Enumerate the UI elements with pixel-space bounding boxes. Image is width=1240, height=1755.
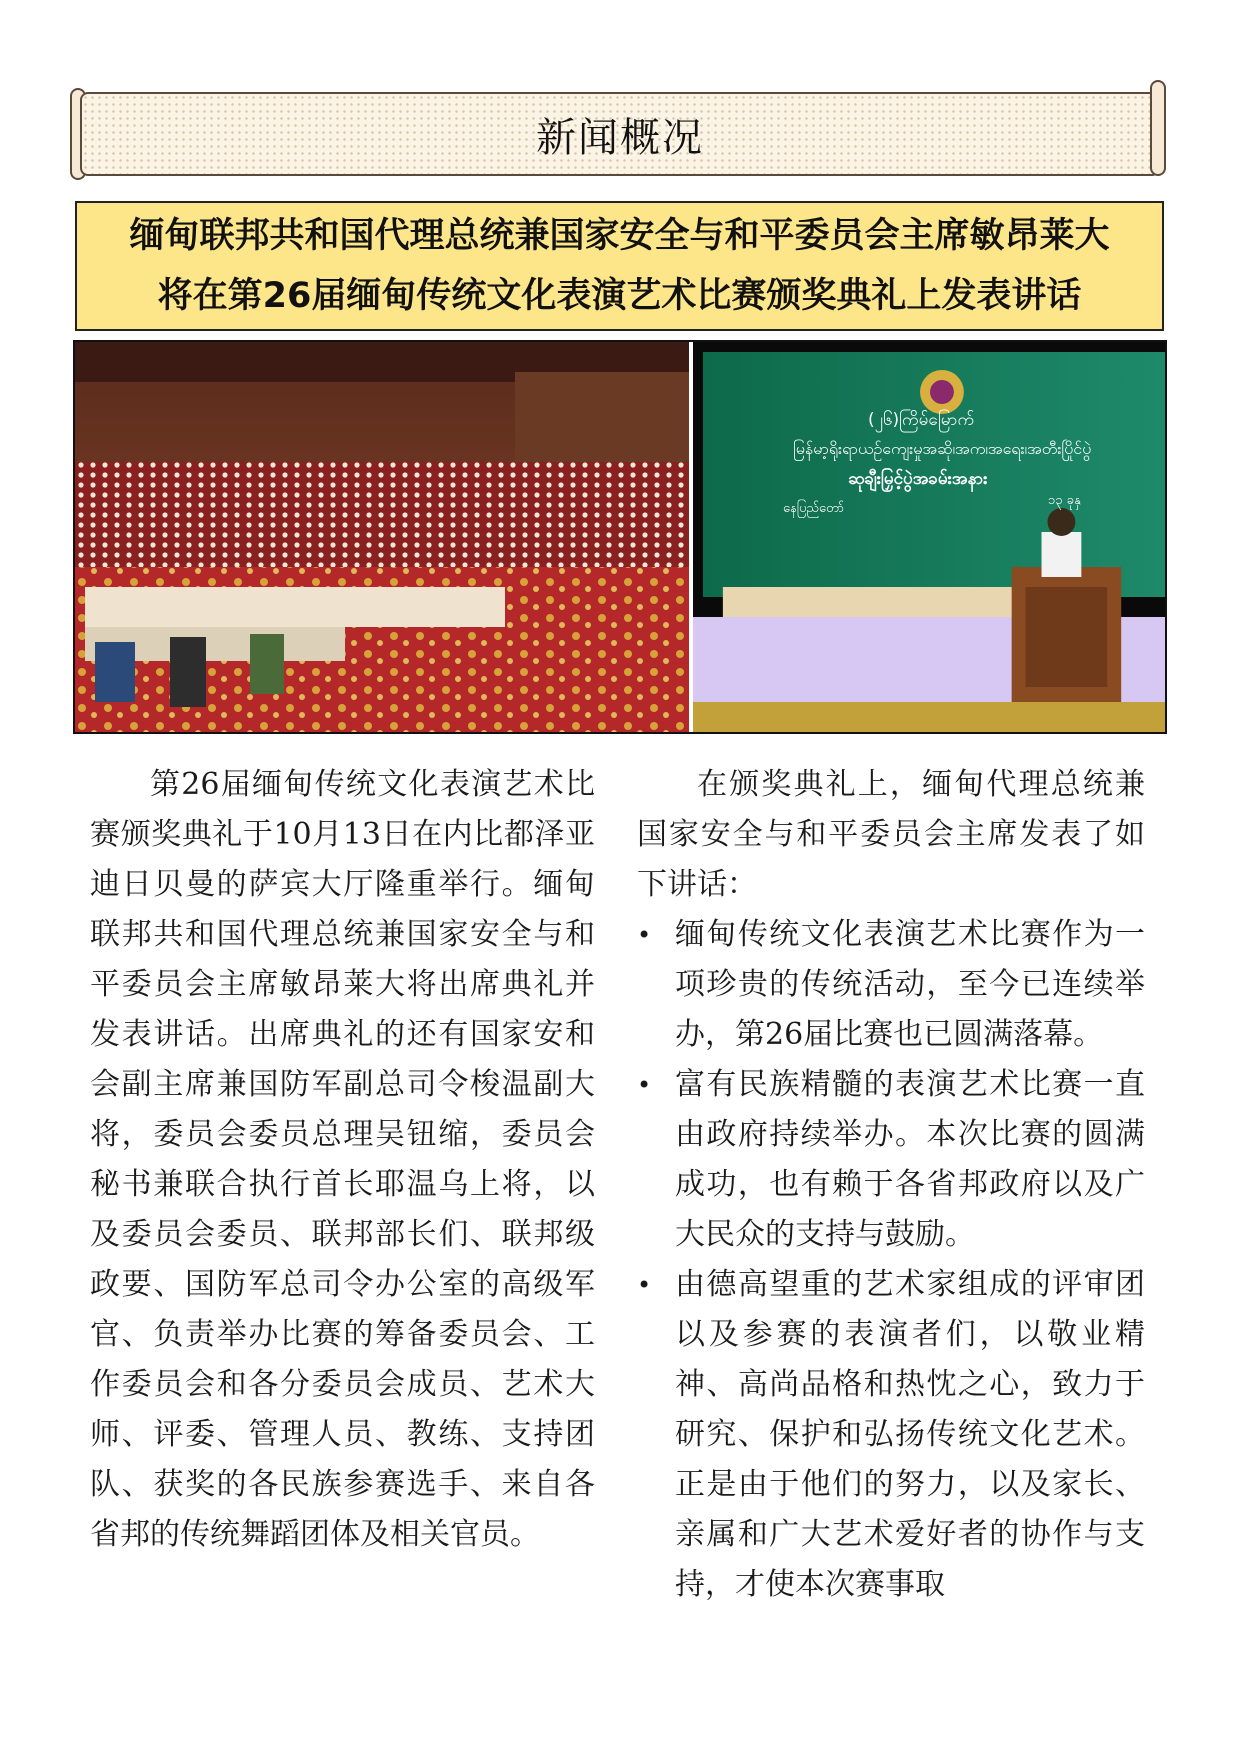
stage-caption-sub: ဆုချီးမြှင့်ပွဲအခမ်းအနား	[848, 469, 988, 489]
scroll-curl-right	[1150, 80, 1166, 176]
photo-audience-hall	[75, 342, 693, 732]
speech-point: • 缅甸传统文化表演艺术比赛作为一项珍贵的传统活动，至今已连续举办，第26届比赛也已圆满落幕。	[637, 910, 1145, 1060]
banner-title: 新闻概况	[536, 114, 704, 161]
left-column	[90, 760, 595, 1560]
news-banner	[80, 92, 1160, 176]
speech-point: • 由德高望重的艺术家组成的评审团以及参赛的表演者们，以敬业精神、高尚品格和热忱之心，致力于研究、保护和弘扬传统文化艺术。正是由于他们的努力，以及家长、亲属和广大艺术爱好者的协作与支持，才使本次赛事取	[637, 1260, 1145, 1610]
speech-points-list	[637, 910, 1145, 1610]
headline-line-1: 缅甸联邦共和国代理总统兼国家安全与和平委员会主席敏昂莱大	[129, 216, 1110, 256]
photo-stage-speech	[693, 342, 1165, 732]
stage-caption-main: မြန်မာ့ရိုးရာယဉ်ကျေးမှုအဆို၊အက၊အရေး၊အတီးပြိုင်ပွဲ	[793, 439, 1092, 458]
stage-speech-image	[693, 342, 1165, 732]
right-column	[637, 760, 1145, 1610]
speech-point: • 富有民族精髓的表演艺术比赛一直由政府持续举办。本次比赛的圆满成功，也有赖于各省邦政府以及广大民众的支持与鼓励。	[637, 1060, 1145, 1260]
stage-caption-number: (၂၆)ကြိမ်မြောက်	[868, 410, 975, 430]
right-intro: 在颁奖典礼上，缅甸代理总统兼国家安全与和平委员会主席发表了如下讲话：	[637, 767, 1145, 902]
stage-caption-date: ၁၃ ခုနှ	[1048, 493, 1081, 508]
headline-line-2: 将在第26届缅甸传统文化表演艺术比赛颁奖典礼上发表讲话	[157, 276, 1082, 316]
left-paragraph: 第26届缅甸传统文化表演艺术比赛颁奖典礼于10月13日在内比都泽亚迪日贝曼的萨宾大厅隆重举行。缅甸联邦共和国代理总统兼国家安全与和平委员会主席敏昂莱大将出席典礼并发表讲话。出席典礼的还有国家安和会副主席兼国防军副总司令梭温副大将，委员会委员总理吴钮缩，委员会秘书兼联合执行首长耶温乌上将，以及委员会委员、联邦部长们、联邦级政要、国防军总司令办公室的高级军官、负责举办比赛的筹备委员会、工作委员会和各分委员会成员、艺术大师、评委、管理人员、教练、支持团队、获奖的各民族参赛选手、来自各省邦的传统舞蹈团体及相关官员。	[90, 767, 595, 1552]
photo-strip	[73, 340, 1167, 734]
headline-box	[75, 201, 1164, 331]
audience-hall-image	[75, 342, 689, 732]
stage-caption-place: နေပြည်တော်	[783, 501, 845, 516]
